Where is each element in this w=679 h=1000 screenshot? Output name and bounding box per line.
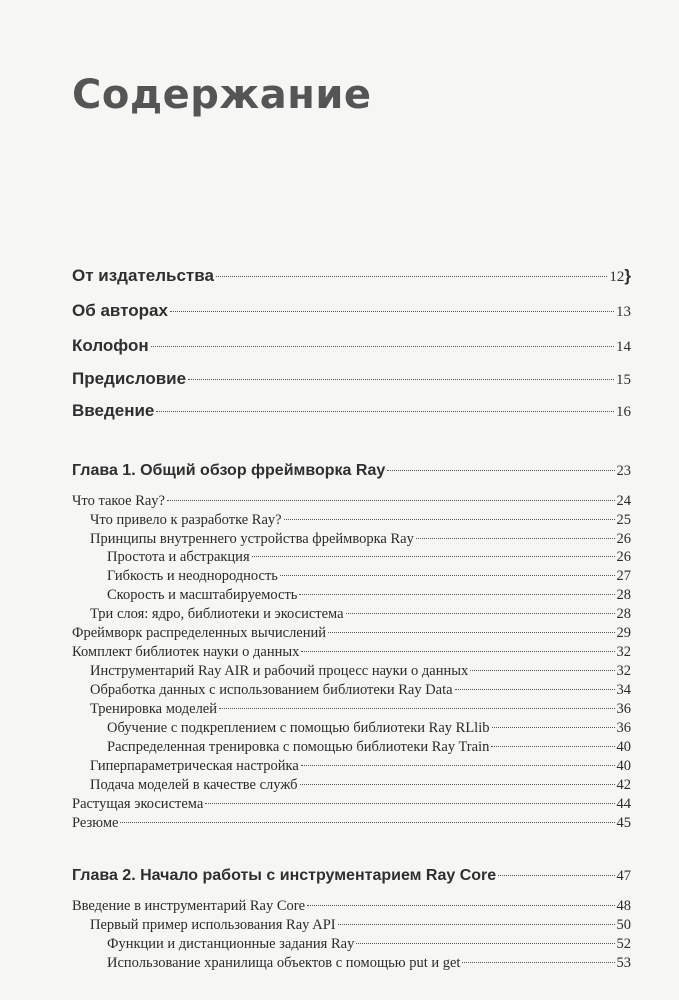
toc-entry-title: Скорость и масштабируемость xyxy=(107,587,298,603)
toc-entry-page: 13 xyxy=(616,304,631,320)
toc-entry-title: Использование хранилища объектов с помощью put и get xyxy=(107,955,461,971)
toc-entry-page: 14 xyxy=(616,339,631,355)
toc-entry-title: Растущая экосистема xyxy=(72,796,204,812)
toc-entry[interactable] xyxy=(72,625,631,642)
dot-leader xyxy=(346,613,615,614)
toc-entry-title: Принципы внутреннего устройства фреймворка Ray xyxy=(90,531,414,547)
toc-entry-title: Простота и абстракция xyxy=(107,549,250,565)
toc-entry-title: Предисловие xyxy=(72,369,187,388)
dot-leader xyxy=(299,594,614,595)
toc-entry[interactable] xyxy=(72,815,631,832)
toc-entry-title: Обработка данных с использованием библиотеки Ray Data xyxy=(90,682,453,698)
toc-entry-title: Подача моделей в качестве служб xyxy=(90,777,298,793)
dot-leader xyxy=(470,670,614,671)
toc-entry[interactable] xyxy=(107,587,631,604)
toc-chapter-heading[interactable] xyxy=(72,462,631,480)
toc-entry-title: Резюме xyxy=(72,815,119,831)
toc-entry[interactable] xyxy=(90,701,631,718)
toc-entry[interactable] xyxy=(90,758,631,775)
toc-entry-title: Что такое Ray? xyxy=(72,493,165,509)
toc-chapter-heading[interactable] xyxy=(72,867,631,885)
toc-entry-title: Об авторах xyxy=(72,301,168,320)
toc-entry-page: 34 xyxy=(616,682,631,698)
dot-leader xyxy=(156,411,614,412)
dot-leader xyxy=(205,803,614,804)
toc-entry-title: Комплект библиотек науки о данных xyxy=(72,644,300,660)
toc-entry-page: 50 xyxy=(616,917,631,933)
toc-entry[interactable] xyxy=(90,682,631,699)
toc-entry-page: 26 xyxy=(616,531,631,547)
toc-entry-title: Инструментарий Ray AIR и рабочий процесс науки о данных xyxy=(90,663,469,679)
dot-leader xyxy=(219,708,615,709)
chapter-title: Глава 2. Начало работы с инструментарием Ray Core xyxy=(72,867,497,884)
toc-front-entry[interactable] xyxy=(72,301,631,321)
toc-entry[interactable] xyxy=(72,898,631,915)
dot-leader xyxy=(328,632,614,633)
dot-leader xyxy=(301,765,615,766)
dot-leader xyxy=(338,924,615,925)
toc-entry-page: 15 xyxy=(616,372,631,388)
toc-entry-page: 32 xyxy=(616,663,631,679)
dot-leader xyxy=(301,651,614,652)
toc-entry-page: 29 xyxy=(616,625,631,641)
dot-leader xyxy=(492,727,615,728)
dot-leader xyxy=(188,379,614,380)
dot-leader xyxy=(151,346,614,347)
dot-leader xyxy=(284,519,615,520)
toc-entry-page: 26 xyxy=(616,549,631,565)
toc-front-entry[interactable] xyxy=(72,336,631,356)
toc-entry-page: 25 xyxy=(616,512,631,528)
toc-entry-title: Что привело к разработке Ray? xyxy=(90,512,282,528)
dot-leader xyxy=(416,538,615,539)
toc-entry-page: 40 xyxy=(616,739,631,755)
toc-entry[interactable] xyxy=(72,493,631,510)
dot-leader xyxy=(280,575,615,576)
toc-entry-page: 48 xyxy=(616,898,631,914)
toc-entry-page: 36 xyxy=(616,701,631,717)
chapter-page: 47 xyxy=(616,868,631,884)
toc-entry-title: Обучение с подкреплением с помощью библиотеки Ray RLlib xyxy=(107,720,490,736)
dot-leader xyxy=(307,905,614,906)
toc-entry[interactable] xyxy=(90,663,631,680)
toc-entry-title: Введение xyxy=(72,401,155,420)
toc-entry[interactable] xyxy=(90,531,631,548)
toc-entry-title: Первый пример использования Ray API xyxy=(90,917,336,933)
toc-entry-title: Введение в инструментарий Ray Core xyxy=(72,898,306,914)
toc-entry-title: Гиперпараметрическая настройка xyxy=(90,758,299,774)
dot-leader xyxy=(387,470,614,471)
toc-entry[interactable] xyxy=(107,549,631,566)
chapter-page: 23 xyxy=(616,463,631,479)
dot-leader xyxy=(498,875,614,876)
toc-entry-title: От издательства xyxy=(72,266,214,285)
toc-entry[interactable] xyxy=(72,796,631,813)
toc-entry-title: Колофон xyxy=(72,336,149,355)
toc-front-entry[interactable] xyxy=(72,369,631,389)
toc-entry-page: 16 xyxy=(616,404,631,420)
page-title: Содержание xyxy=(72,72,372,118)
toc-entry-title: Гибкость и неоднородность xyxy=(107,568,278,584)
toc-entry-page: 36 xyxy=(616,720,631,736)
toc-entry-page: 40 xyxy=(616,758,631,774)
dot-leader xyxy=(252,556,615,557)
toc-entry-title: Тренировка моделей xyxy=(90,701,217,717)
toc-front-entry[interactable]: От издательства 12 } xyxy=(72,266,631,285)
dot-leader xyxy=(356,943,614,944)
toc-entry[interactable] xyxy=(107,955,631,972)
dot-leader xyxy=(170,311,614,312)
toc-entry-title: Распределенная тренировка с помощью библиотеки Ray Train xyxy=(107,739,490,755)
toc-entry[interactable] xyxy=(107,739,631,756)
dot-leader xyxy=(455,689,615,690)
toc-entry-page: 45 xyxy=(616,815,631,831)
toc-entry-page: 28 xyxy=(616,606,631,622)
toc-entry[interactable] xyxy=(90,777,631,794)
toc-entry[interactable] xyxy=(90,917,631,934)
toc-entry-page: 12 xyxy=(609,269,625,285)
dot-leader xyxy=(462,962,614,963)
dot-leader xyxy=(216,276,607,277)
toc-entry[interactable] xyxy=(107,936,631,953)
toc-entry-page: 28 xyxy=(616,587,631,603)
toc-entry-title: Фреймворк распределенных вычислений xyxy=(72,625,327,641)
toc-entry-title: Три слоя: ядро, библиотеки и экосистема xyxy=(90,606,344,622)
toc-entry[interactable] xyxy=(90,606,631,623)
dot-leader xyxy=(167,500,615,501)
chapter-title: Глава 1. Общий обзор фреймворка Ray xyxy=(72,462,386,479)
toc-entry-page: 27 xyxy=(616,568,631,584)
toc-entry-page: 42 xyxy=(616,777,631,793)
toc-entry-page: 53 xyxy=(616,955,631,971)
toc-entry[interactable] xyxy=(107,568,631,585)
toc-entry[interactable] xyxy=(90,512,631,529)
toc-entry[interactable] xyxy=(72,644,631,661)
toc-entry-page: 52 xyxy=(616,936,631,952)
toc-entry-title: Функции и дистанционные задания Ray xyxy=(107,936,355,952)
toc-entry[interactable] xyxy=(107,720,631,737)
toc-front-entry[interactable] xyxy=(72,401,631,421)
dot-leader xyxy=(120,822,614,823)
toc-entry-page: 44 xyxy=(616,796,631,812)
dot-leader xyxy=(491,746,614,747)
toc-entry-page: 24 xyxy=(616,493,631,509)
toc-entry-page: 32 xyxy=(616,644,631,660)
dot-leader xyxy=(300,784,615,785)
